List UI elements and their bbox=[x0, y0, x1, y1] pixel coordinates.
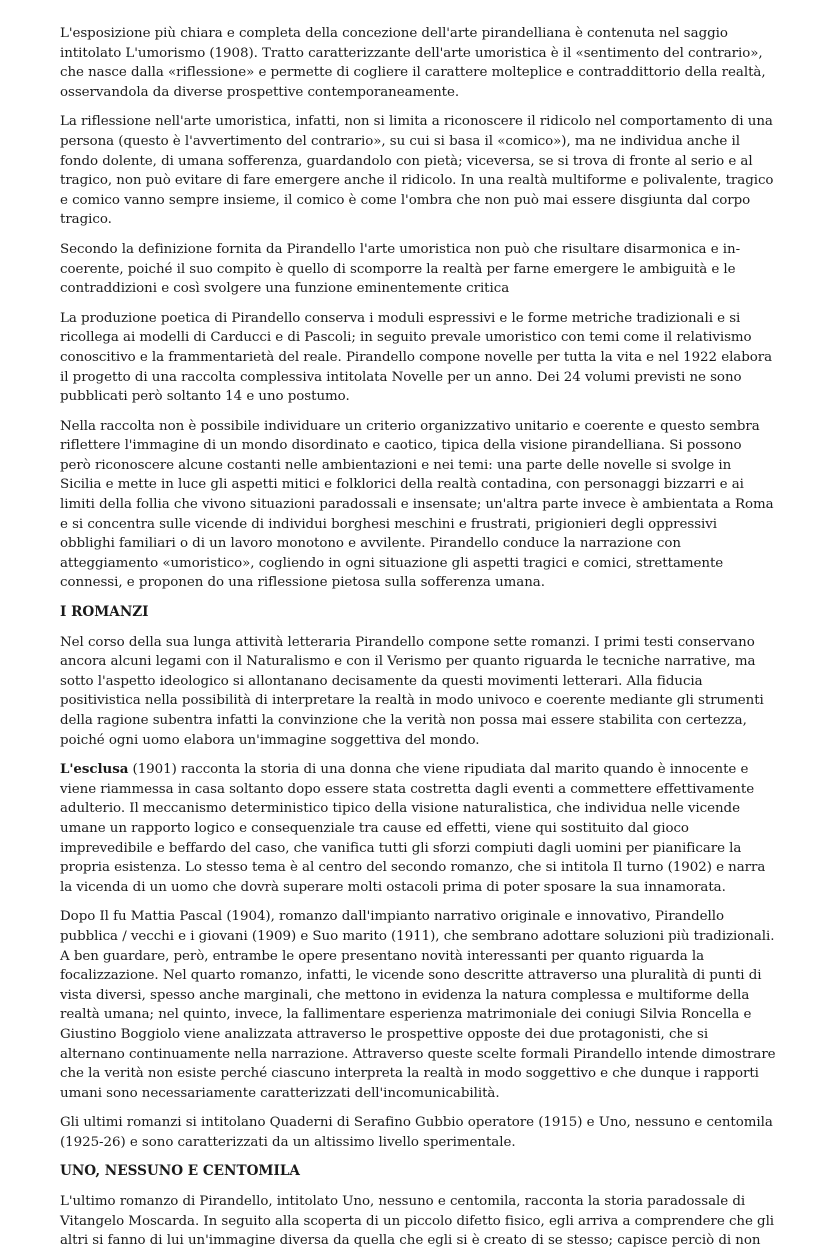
paragraph-riflessione: La riflessione nell'arte umoristica, infatti, non si limita a riconoscere il ridicolo nel comportamento di una persona (questo è l'avvertimento del contrario», su cui si basa il «comico»), ma ne individua anche il fondo dolente, di umana sofferenza, guardandolo con pietà; viceversa, se si trova di fronte al serio e al tragico, non può evitare di fare emergere anche il ridicolo. In una realtà multiforme e polivalente, tragico e comico vanno sempre insieme, il comico è come l'ombra che non può mai essere disgiunta dal corpo tragico. bbox=[60, 114, 774, 228]
section-heading-romanzi: I ROMANZI bbox=[60, 604, 149, 621]
bold-title-esclusa: L'esclusa bbox=[60, 761, 129, 778]
paragraph-produzione-poetica: La produzione poetica di Pirandello conserva i moduli espressivi e le forme metriche tradizionali e si ricollega ai modelli di Carducci e di Pascoli; in seguito prevale umoristico con temi come il relativismo conoscitivo e la frammentarietà del reale. Pirandello compone novelle per tutta la vita e nel 1922 elabora il progetto di una raccolta complessiva intitolata Novelle per un anno. Dei 24 volumi previsti ne sono pubblicati però soltanto 14 e uno postumo. bbox=[60, 310, 773, 405]
paragraph-romanzi-intro: Nel corso della sua lunga attività letteraria Pirandello compone sette romanzi. I primi testi conservano ancora alcuni legami con il Naturalismo e con il Verismo per quanto riguarda le tecniche narrative, ma sotto l'aspetto ideologico si allontanano decisamente da questi movimenti letterari. Alla fiducia positivistica nella possibilità di interpretare la realtà in modo univoco e coerente mediante gli strumenti della ragione subentra infatti la convinzione che la verità non possa mai essere stabilita con certezza, poiché ogni uomo elabora un'immagine soggettiva del mondo. bbox=[60, 634, 764, 748]
paragraph-uno-nessuno: L'ultimo romanzo di Pirandello, intitolato Uno, nessuno e centomila, racconta la storia paradossale di Vitangelo Moscarda. In seguito alla scoperta di un piccolo difetto fisico, egli arriva a comprendere che gli altri si fanno di lui un'immagine diversa da quella che egli si è creato di se stesso; capisce perciò di non bbox=[60, 1194, 775, 1249]
paragraph-esclusa-body: (1901) racconta la storia di una donna che viene ripudiata dal marito quando è innocente e viene riammessa in casa soltanto dopo essere stata costretta dagli eventi a commettere effettivamente adulterio. Il meccanismo deterministico tipico della visione naturalistica, che individua nelle vicende umane un rapporto logico e consequenziale tra cause ed effetti, viene qui sostituito dal gioco imprevedibile e beffardo del caso, che vanifica tutti gli sforzi compiuti dagli uomini per pianificare la propria esistenza. Lo stesso tema è al centro del secondo romanzo, che si intitola Il turno (1902) e narra la vicenda di un uomo che dovrà superare molti ostacoli prima di poter sposare la sua innamorata. bbox=[60, 762, 766, 895]
paragraph-raccolta-novelle: Nella raccolta non è possibile individuare un criterio organizzativo unitario e coerente e questo sembra riflettere l'immagine di un mondo disordinato e caotico, tipica della visione pirandelliana. Si possono però riconoscere alcune costanti nelle ambientazioni e nei temi: una parte delle novelle si svolge in Sicilia e mette in luce gli aspetti mitici e folklorici della realtà contadina, con personaggi bizzarri e ai limiti della follia che vivono situazioni paradossali e insensate; un'altra parte invece è ambientata a Roma e si concentra sulle vicende di individui borghesi meschini e frustrati, prigionieri degli oppressivi obblighi familiari o di un lavoro monotono e avvilente. Pirandello conduce la narrazione con atteggiamento «umoristico», cogliendo in ogni situazione gli aspetti tragici e comici, strettamente connessi, e proponen do una riflessione pietosa sulla sofferenza umana. bbox=[60, 418, 774, 591]
paragraph-umorismo-intro: L'esposizione più chiara e completa della concezione dell'arte pirandelliana è contenuta nel saggio intitolato L'umorismo (1908). Tratto caratterizzante dell'arte umoristica è il «sentimento del contrario», che nasce dalla «riflessione» e permette di cogliere il carattere molteplice e contraddittorio della realtà, osservandola da diverse prospettive contemporaneamente. bbox=[60, 26, 766, 100]
paragraph-esclusa bbox=[60, 760, 776, 897]
paragraph-mattia-pascal: Dopo Il fu Mattia Pascal (1904), romanzo dall'impianto narrativo originale e innovativo, Pirandello pubblica / vecchi e i giovani (1909) e Suo marito (1911), che sembrano adottare soluzioni più tradizionali. A ben guardare, però, entrambe le opere presentano novità interessanti per quanto riguarda la focalizzazione. Nel quarto romanzo, infatti, le vicende sono descritte attraverso una pluralità di punti di vista diversi, spesso anche marginali, che mettono in evidenza la natura complessa e multiforme della realtà umana; nel quinto, invece, la fallimentare esperienza matrimoniale dei coniugi Silvia Roncella e Giustino Boggiolo viene analizzata attraverso le prospettive opposte dei due protagonisti, che si alternano continuamente nella narrazione. Attraverso queste scelte formali Pirandello intende dimostrare che la verità non esiste perché ciascuno interpreta la realtà in modo soggettivo e che dunque i rapporti umani sono necessariamente caratterizzati dell'incomunicabilità. bbox=[60, 909, 776, 1101]
paragraph-ultimi-romanzi: Gli ultimi romanzi si intitolano Quaderni di Serafino Gubbio operatore (1915) e Uno, nessuno e centomila (1925-26) e sono caratterizzati da un altissimo livello sperimentale. bbox=[60, 1115, 773, 1150]
paragraph-definizione: Secondo la definizione fornita da Pirandello l'arte umoristica non può che risultare disarmonica e in-coerente, poiché il suo compito è quello di scomporre la realtà per farne emergere le ambiguità e le contraddizioni e così svolgere una funzione eminentemente critica bbox=[60, 241, 741, 297]
section-heading-uno-nessuno: UNO, NESSUNO E CENTOMILA bbox=[60, 1163, 300, 1180]
